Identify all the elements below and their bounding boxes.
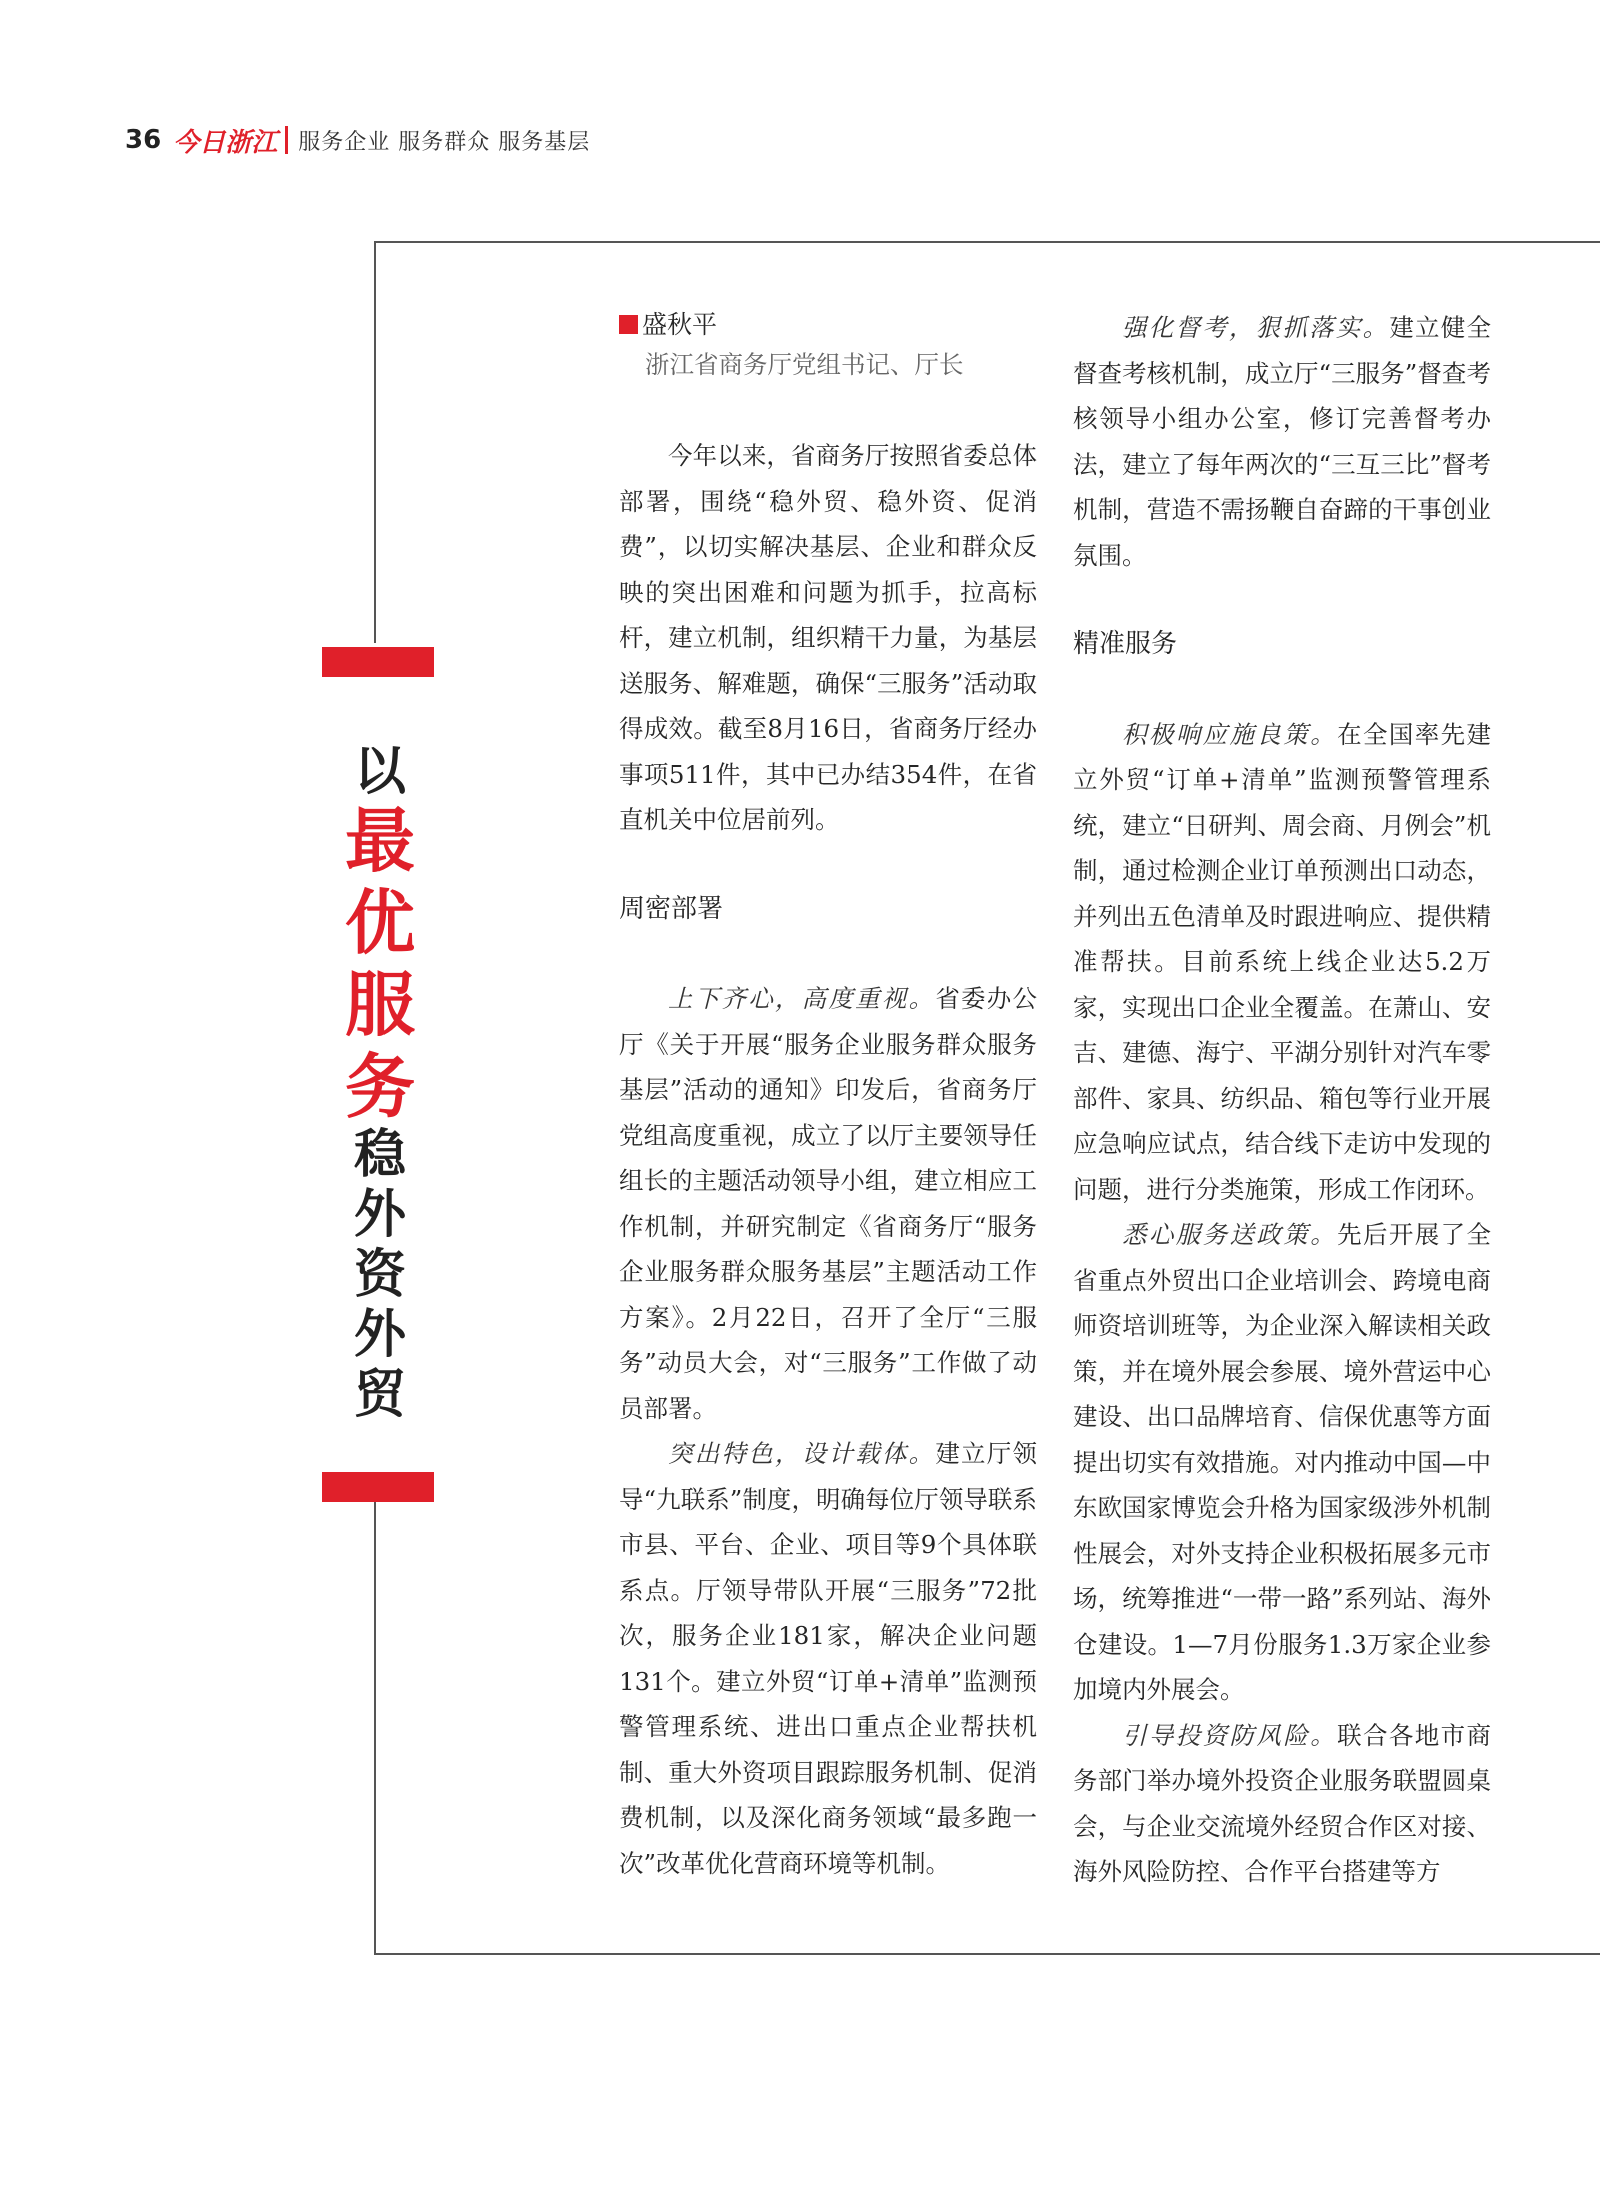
frame-left-line-lower [374, 1500, 376, 1955]
title-red-bar-bottom [322, 1472, 434, 1502]
paragraph: 引导投资防风险。联合各地市商务部门举办境外投资企业服务联盟圆桌会，与企业交流境外经贸合作区对接、海外风险防控、合作平台搭建等方 [1073, 1720, 1492, 1886]
paragraph: 强化督考，狠抓落实。建立健全督查考核机制，成立厅“三服务”督查考核领导小组办公室，修订完善督考办法，建立了每年两次的“三互三比”督考机制，营造不需扬鞭自奋蹄的干事创业氛围。 [1073, 313, 1492, 570]
page-number: 36 [125, 125, 162, 155]
paragraph-lead: 强化督考，狠抓落实。 [1122, 313, 1390, 342]
section-heading-deployment: 周密部署 [619, 893, 724, 924]
paragraph-lead: 积极响应施良策。 [1122, 719, 1338, 749]
paragraph: 上下齐心，高度重视。省委办公厅《关于开展“服务企业服务群众服务基层”活动的通知》印发后，省商务厅党组高度重视，成立了以厅主要领导任组长的主题活动领导小组，建立相应工作机制，并研究制定《省商务厅“服务企业服务群众服务基层”主题活动工作方案》。2月22日，召开了全厅“三服务”动员大会，对“三服务”工作做了动员部署。 [619, 984, 1038, 1423]
header-divider [285, 126, 288, 154]
paragraph-lead: 悉心服务送政策。 [1122, 1220, 1338, 1249]
paragraph: 突出特色，设计载体。建立厅领导“九联系”制度，明确每位厅领导联系市县、平台、企业、项目等9个具体联系点。厅领导带队开展“三服务”72批次，服务企业181家，解决企业问题131个。建立外贸“订单+清单”监测预警管理系统、进出口重点企业帮扶机制、重大外资项目跟踪服务机制、促消费机制，以及深化商务领域“最多跑一次”改革优化营商环境等机制。 [619, 1439, 1038, 1878]
paragraph: 悉心服务送政策。先后开展了全省重点外贸出口企业培训会、跨境电商师资培训班等，为企业深入解读相关政策，并在境外展会参展、境外营运中心建设、出口品牌培育、信保优惠等方面提出切实有效措施。对内推动中国—中东欧国家博览会升格为国家级涉外机制性展会，对外支持企业积极拓展多元市场，统筹推进“一带一路”系列站、海外仓建设。1—7月份服务1.3万家企业参加境内外展会。 [1073, 1220, 1492, 1704]
author-name: 盛秋平 [642, 310, 718, 339]
frame-left-line-upper [374, 241, 376, 643]
section-heading-precise-service: 精准服务 [1073, 629, 1178, 659]
title-part-3: 稳 外 资 外 贸 [353, 1125, 406, 1425]
intro-paragraph: 今年以来，省商务厅按照省委总体部署，围绕“稳外贸、稳外资、促消费”，以切实解决基层、企业和群众反映的突出困难和问题为抓手，拉高标杆，建立机制，组织精干力量，为基层送服务、解难题，确保“三服务”活动取得成效。截至8月16日，省商务厅经办事项511件，其中已办结354件，在省直机关中位居前列。 [619, 441, 1037, 834]
frame-top-line [374, 241, 1600, 243]
title-part-2: 最 优 服 务 [345, 800, 415, 1128]
header-slogan: 服务企业 服务群众 服务基层 [298, 129, 591, 155]
paragraph-lead: 上下齐心，高度重视。 [668, 984, 936, 1013]
magazine-logo: 今日浙江 [173, 127, 278, 158]
title-red-bar-top [322, 647, 434, 677]
author-line [619, 305, 1037, 345]
page-header [125, 120, 590, 160]
frame-bottom-line [374, 1953, 1600, 1955]
article-column-right [1073, 305, 1491, 1895]
paragraph-lead: 引导投资防风险。 [1122, 1720, 1338, 1750]
paragraph-lead: 突出特色，设计载体。 [668, 1439, 936, 1468]
title-part-1: 以 [353, 742, 406, 802]
article-column-left [619, 305, 1037, 1886]
author-marker [619, 315, 638, 334]
author-position: 浙江省商务厅党组书记、厅长 [645, 350, 964, 379]
paragraph: 积极响应施良策。在全国率先建立外贸“订单+清单”监测预警管理系统，建立“日研判、周会商、月例会”机制，通过检测企业订单预测出口动态，并列出五色清单及时跟进响应、提供精准帮扶。目前系统上线企业达5.2万家，实现出口企业全覆盖。在萧山、安吉、建德、海宁、平湖分别针对汽车零部件、家具、纺织品、箱包等行业开展应急响应试点，结合线下走访中发现的问题，进行分类施策，形成工作闭环。 [1073, 719, 1492, 1204]
